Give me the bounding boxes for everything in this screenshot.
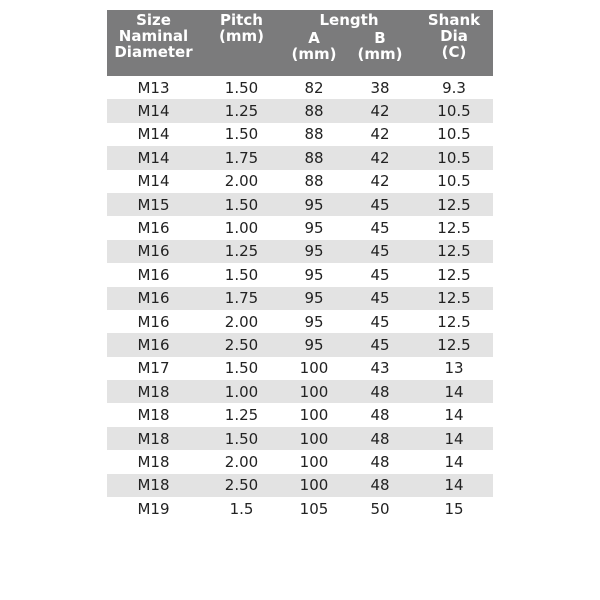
cell-shank-dia: 12.5 — [415, 193, 493, 216]
cell-pitch: 2.50 — [200, 474, 283, 497]
cell-length-b: 45 — [345, 333, 415, 356]
cell-length-a: 95 — [283, 240, 345, 263]
cell-length-b: 42 — [370, 172, 390, 191]
table-row — [107, 450, 493, 473]
cell-length-b: 50 — [370, 499, 390, 518]
cell-shank-dia: 12.5 — [437, 312, 471, 331]
cell-size: M14 — [107, 99, 200, 122]
header-length — [283, 10, 415, 76]
cell-pitch: 1.50 — [200, 427, 283, 450]
cell-size: M18 — [107, 427, 200, 450]
cell-pitch: 2.50 — [200, 333, 283, 356]
cell-length-b: 45 — [345, 193, 415, 216]
table-row — [107, 146, 493, 169]
header-text: A — [308, 29, 320, 47]
header-text: (C) — [441, 43, 467, 61]
cell-pitch: 1.75 — [200, 287, 283, 310]
cell-pitch: 1.00 — [200, 380, 283, 403]
header-text: Pitch — [220, 11, 263, 29]
cell-shank-dia: 15 — [444, 499, 464, 518]
cell-size: M18 — [137, 406, 170, 425]
table-row — [107, 357, 493, 380]
cell-length-b: 45 — [345, 287, 415, 310]
table-row — [107, 240, 493, 263]
header-text: Length — [319, 11, 379, 29]
cell-length-b: 48 — [345, 380, 415, 403]
cell-length-a: 88 — [283, 146, 345, 169]
cell-length-b: 48 — [370, 452, 390, 471]
cell-length-b: 42 — [345, 146, 415, 169]
cell-size: M17 — [137, 359, 170, 378]
cell-shank-dia: 14 — [415, 474, 493, 497]
table-row — [107, 99, 493, 122]
table-row — [107, 76, 493, 99]
cell-shank-dia: 14 — [415, 380, 493, 403]
cell-shank-dia: 10.5 — [415, 146, 493, 169]
cell-length-a: 95 — [283, 287, 345, 310]
cell-shank-dia: 12.5 — [437, 219, 471, 238]
cell-pitch: 1.50 — [224, 265, 259, 284]
header-pitch — [200, 10, 283, 76]
header-shank — [415, 10, 493, 76]
cell-length-b: 38 — [370, 78, 390, 97]
cell-pitch: 1.25 — [200, 240, 283, 263]
cell-size: M18 — [137, 452, 170, 471]
table-row — [107, 263, 493, 286]
header-text: (mm) — [357, 45, 403, 63]
table-row — [107, 287, 493, 310]
cell-pitch: 1.75 — [200, 146, 283, 169]
cell-size: M19 — [137, 499, 170, 518]
header-text: Shank — [427, 11, 481, 29]
cell-pitch: 1.50 — [224, 125, 259, 144]
cell-size: M16 — [107, 240, 200, 263]
cell-length-a: 95 — [283, 333, 345, 356]
cell-shank-dia: 12.5 — [437, 265, 471, 284]
cell-length-a: 95 — [283, 193, 345, 216]
cell-shank-dia: 14 — [444, 452, 464, 471]
cell-size: M13 — [137, 78, 170, 97]
cell-shank-dia: 14 — [444, 406, 464, 425]
cell-length-a: 95 — [304, 312, 324, 331]
cell-length-a: 100 — [283, 474, 345, 497]
cell-pitch: 1.25 — [200, 99, 283, 122]
cell-length-a: 100 — [299, 406, 329, 425]
cell-size: M14 — [137, 125, 170, 144]
cell-length-b: 45 — [345, 240, 415, 263]
cell-length-a: 100 — [299, 359, 329, 378]
cell-length-a: 95 — [304, 219, 324, 238]
header-text: Naminal — [118, 27, 189, 45]
cell-length-a: 100 — [283, 380, 345, 403]
cell-length-b: 42 — [370, 125, 390, 144]
cell-length-a: 88 — [283, 99, 345, 122]
header-text: Diameter — [114, 43, 193, 61]
cell-shank-dia: 10.5 — [415, 99, 493, 122]
header-length-b — [345, 30, 415, 62]
table-row — [107, 427, 493, 450]
header-text: Dia — [440, 27, 468, 45]
cell-length-b: 48 — [345, 474, 415, 497]
cell-length-a: 100 — [299, 452, 329, 471]
cell-length-a: 88 — [304, 125, 324, 144]
table-row — [107, 474, 493, 497]
cell-pitch: 1.5 — [229, 499, 254, 518]
table-row — [107, 333, 493, 356]
cell-pitch: 1.50 — [224, 359, 259, 378]
cell-length-a: 95 — [304, 265, 324, 284]
cell-length-b: 48 — [370, 406, 390, 425]
header-text: (mm) — [291, 45, 337, 63]
cell-length-b: 45 — [370, 219, 390, 238]
table-row — [107, 380, 493, 403]
cell-length-a: 105 — [299, 499, 329, 518]
cell-pitch: 1.50 — [224, 78, 259, 97]
cell-shank-dia: 14 — [415, 427, 493, 450]
cell-length-b: 43 — [370, 359, 390, 378]
header-size — [107, 10, 200, 76]
cell-size: M14 — [107, 146, 200, 169]
cell-length-a: 82 — [304, 78, 324, 97]
cell-size: M16 — [107, 287, 200, 310]
cell-size: M18 — [107, 474, 200, 497]
table-row — [107, 170, 493, 193]
table-row — [107, 310, 493, 333]
cell-shank-dia: 10.5 — [437, 172, 471, 191]
table-row — [107, 497, 493, 520]
cell-length-b: 48 — [345, 427, 415, 450]
cell-pitch: 2.00 — [224, 452, 259, 471]
cell-pitch: 2.00 — [224, 312, 259, 331]
cell-size: M15 — [107, 193, 200, 216]
cell-size: M14 — [137, 172, 170, 191]
table-row — [107, 123, 493, 146]
cell-shank-dia: 12.5 — [415, 287, 493, 310]
table-row — [107, 193, 493, 216]
thread-size-table — [107, 10, 493, 520]
cell-length-a: 100 — [283, 427, 345, 450]
cell-shank-dia: 10.5 — [437, 125, 471, 144]
cell-size: M16 — [107, 333, 200, 356]
table-row — [107, 216, 493, 239]
cell-size: M16 — [137, 265, 170, 284]
header-text: (mm) — [219, 27, 264, 45]
cell-pitch: 1.00 — [224, 219, 259, 238]
cell-size: M16 — [137, 219, 170, 238]
header-length-a — [283, 30, 345, 62]
header-text: Size — [136, 11, 171, 29]
cell-length-b: 45 — [370, 312, 390, 331]
cell-shank-dia: 12.5 — [415, 240, 493, 263]
cell-pitch: 1.50 — [200, 193, 283, 216]
cell-shank-dia: 12.5 — [415, 333, 493, 356]
cell-size: M18 — [107, 380, 200, 403]
cell-length-b: 42 — [345, 99, 415, 122]
header-text: B — [374, 29, 386, 47]
table-row — [107, 403, 493, 426]
cell-length-a: 88 — [304, 172, 324, 191]
cell-pitch: 1.25 — [224, 406, 259, 425]
cell-length-b: 45 — [370, 265, 390, 284]
cell-shank-dia: 9.3 — [442, 78, 466, 97]
cell-shank-dia: 13 — [444, 359, 464, 378]
cell-pitch: 2.00 — [224, 172, 259, 191]
cell-size: M16 — [137, 312, 170, 331]
